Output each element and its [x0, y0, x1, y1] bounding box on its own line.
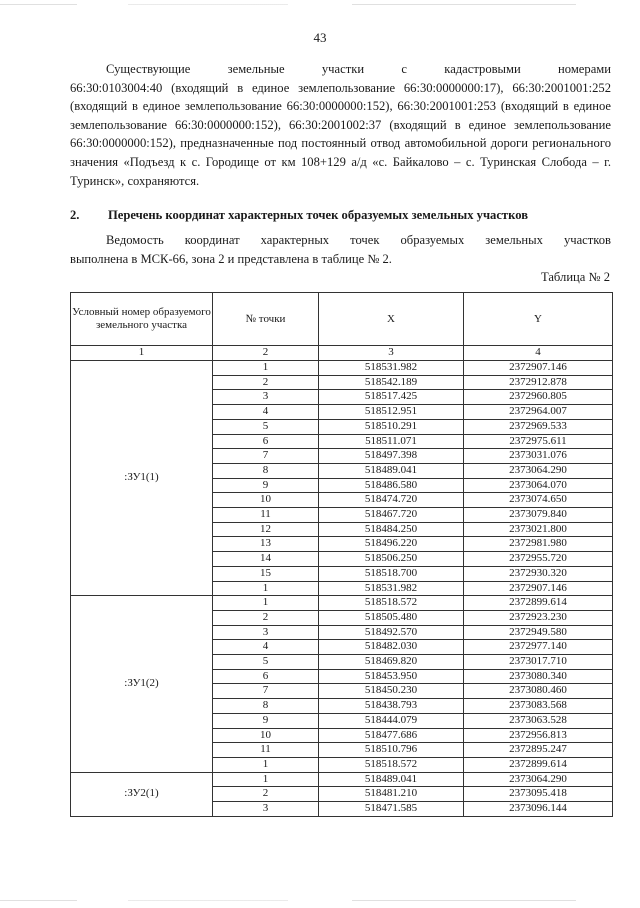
y-coordinate-cell: 2373080.340	[464, 669, 613, 684]
point-number-cell: 15	[213, 566, 319, 581]
x-coordinate-cell: 518517.425	[319, 390, 464, 405]
point-number-cell: 6	[213, 669, 319, 684]
page-number: 43	[313, 30, 327, 45]
point-number-cell: 1	[213, 596, 319, 611]
y-coordinate-cell: 2372956.813	[464, 728, 613, 743]
point-number-cell: 5	[213, 419, 319, 434]
table-body	[71, 361, 613, 817]
x-coordinate-cell: 518511.071	[319, 434, 464, 449]
y-coordinate-cell: 2372907.146	[464, 361, 613, 376]
x-coordinate-cell: 518471.585	[319, 802, 464, 817]
y-coordinate-cell: 2372930.320	[464, 566, 613, 581]
header-parcel: Условный номер образуемого земельного участка	[71, 293, 213, 346]
point-number-cell: 3	[213, 802, 319, 817]
x-coordinate-cell: 518484.250	[319, 522, 464, 537]
x-coordinate-cell: 518510.291	[319, 419, 464, 434]
table-row	[71, 772, 613, 787]
y-coordinate-cell: 2373079.840	[464, 508, 613, 523]
point-number-cell: 6	[213, 434, 319, 449]
y-coordinate-cell: 2373064.290	[464, 772, 613, 787]
x-coordinate-cell: 518477.686	[319, 728, 464, 743]
parcel-name-cell: :ЗУ2(1)	[71, 772, 213, 816]
y-coordinate-cell: 2372907.146	[464, 581, 613, 596]
section-paragraph	[70, 231, 611, 268]
column-number: 3	[319, 346, 464, 361]
x-coordinate-cell: 518467.720	[319, 508, 464, 523]
y-coordinate-cell: 2373063.528	[464, 713, 613, 728]
section-title: Перечень координат характерных точек образуемых земельных участков	[108, 208, 528, 222]
y-coordinate-cell: 2372912.878	[464, 375, 613, 390]
point-number-cell: 7	[213, 684, 319, 699]
scan-artifact-bottom	[0, 900, 640, 901]
x-coordinate-cell: 518506.250	[319, 552, 464, 567]
coordinates-table	[70, 292, 613, 817]
x-coordinate-cell: 518542.189	[319, 375, 464, 390]
point-number-cell: 3	[213, 390, 319, 405]
column-number: 4	[464, 346, 613, 361]
point-number-cell: 2	[213, 610, 319, 625]
point-number-cell: 4	[213, 405, 319, 420]
y-coordinate-cell: 2373017.710	[464, 655, 613, 670]
point-number-cell: 1	[213, 581, 319, 596]
x-coordinate-cell: 518438.793	[319, 699, 464, 714]
y-coordinate-cell: 2373031.076	[464, 449, 613, 464]
x-coordinate-cell: 518492.570	[319, 625, 464, 640]
y-coordinate-cell: 2373064.070	[464, 478, 613, 493]
x-coordinate-cell: 518481.210	[319, 787, 464, 802]
x-coordinate-cell: 518450.230	[319, 684, 464, 699]
table-row	[71, 596, 613, 611]
x-coordinate-cell: 518489.041	[319, 772, 464, 787]
point-number-cell: 9	[213, 478, 319, 493]
x-coordinate-cell: 518497.398	[319, 449, 464, 464]
x-coordinate-cell: 518531.982	[319, 361, 464, 376]
point-number-cell: 1	[213, 772, 319, 787]
x-coordinate-cell: 518453.950	[319, 669, 464, 684]
y-coordinate-cell: 2372949.580	[464, 625, 613, 640]
point-number-cell: 4	[213, 640, 319, 655]
column-number: 1	[71, 346, 213, 361]
y-coordinate-cell: 2373096.144	[464, 802, 613, 817]
x-coordinate-cell: 518489.041	[319, 463, 464, 478]
column-number: 2	[213, 346, 319, 361]
y-coordinate-cell: 2372899.614	[464, 757, 613, 772]
point-number-cell: 14	[213, 552, 319, 567]
intro-paragraph	[70, 60, 611, 190]
x-coordinate-cell: 518469.820	[319, 655, 464, 670]
section-number: 2.	[70, 208, 80, 222]
y-coordinate-cell: 2372981.980	[464, 537, 613, 552]
column-number-row	[71, 346, 613, 361]
x-coordinate-cell: 518531.982	[319, 581, 464, 596]
x-coordinate-cell: 518474.720	[319, 493, 464, 508]
section-body: выполнена в МСК-66, зона 2 и представлена в таблице № 2.	[70, 251, 392, 266]
point-number-cell: 1	[213, 757, 319, 772]
header-point: № точки	[213, 293, 319, 346]
point-number-cell: 2	[213, 375, 319, 390]
y-coordinate-cell: 2373074.650	[464, 493, 613, 508]
y-coordinate-cell: 2372960.805	[464, 390, 613, 405]
point-number-cell: 5	[213, 655, 319, 670]
x-coordinate-cell: 518518.572	[319, 596, 464, 611]
y-coordinate-cell: 2373095.418	[464, 787, 613, 802]
y-coordinate-cell: 2373064.290	[464, 463, 613, 478]
point-number-cell: 3	[213, 625, 319, 640]
x-coordinate-cell: 518510.796	[319, 743, 464, 758]
x-coordinate-cell: 518444.079	[319, 713, 464, 728]
y-coordinate-cell: 2372969.533	[464, 419, 613, 434]
y-coordinate-cell: 2372975.611	[464, 434, 613, 449]
intro-first-line: Существующие земельные участки с кадастровыми номерами	[106, 62, 611, 76]
x-coordinate-cell: 518518.572	[319, 757, 464, 772]
y-coordinate-cell: 2373080.460	[464, 684, 613, 699]
x-coordinate-cell: 518482.030	[319, 640, 464, 655]
point-number-cell: 10	[213, 493, 319, 508]
point-number-cell: 13	[213, 537, 319, 552]
point-number-cell: 11	[213, 743, 319, 758]
y-coordinate-cell: 2372923.230	[464, 610, 613, 625]
section-heading	[70, 206, 611, 224]
x-coordinate-cell: 518486.580	[319, 478, 464, 493]
point-number-cell: 1	[213, 361, 319, 376]
y-coordinate-cell: 2372899.614	[464, 596, 613, 611]
header-x: X	[319, 293, 464, 346]
parcel-name-cell: :ЗУ1(1)	[71, 361, 213, 596]
y-coordinate-cell: 2373083.568	[464, 699, 613, 714]
point-number-cell: 8	[213, 699, 319, 714]
x-coordinate-cell: 518505.480	[319, 610, 464, 625]
table-caption: Таблица № 2	[540, 270, 610, 284]
y-coordinate-cell: 2372955.720	[464, 552, 613, 567]
section-first-line: Ведомость координат характерных точек образуемых земельных участков	[106, 233, 611, 247]
table-header-row	[71, 293, 613, 346]
table-row	[71, 361, 613, 376]
x-coordinate-cell: 518518.700	[319, 566, 464, 581]
y-coordinate-cell: 2373021.800	[464, 522, 613, 537]
point-number-cell: 7	[213, 449, 319, 464]
header-y: Y	[464, 293, 613, 346]
point-number-cell: 2	[213, 787, 319, 802]
point-number-cell: 10	[213, 728, 319, 743]
y-coordinate-cell: 2372895.247	[464, 743, 613, 758]
y-coordinate-cell: 2372977.140	[464, 640, 613, 655]
scan-artifact-top	[0, 4, 640, 5]
point-number-cell: 8	[213, 463, 319, 478]
intro-body: 66:30:0103004:40 (входящий в единое землепользование 66:30:0000000:17), 66:30:2001001:252 (входящий в единое землепользование 66:30:0000000:152), 66:30:2001001:253 (входящий в единое землепользование 66:30:0000000:152), 66:30:2001002:37 (входящий в единое землепользование 66:30:0000000:152), предназначенные под постоянный отвод автомобильной дороги регионального значения «Подъезд к с. Городище от км 108+129 а/д «с. Байкалово – с. Туринская Слобода – г. Туринск», сохраняются.	[70, 80, 611, 188]
point-number-cell: 11	[213, 508, 319, 523]
x-coordinate-cell: 518512.951	[319, 405, 464, 420]
point-number-cell: 12	[213, 522, 319, 537]
x-coordinate-cell: 518496.220	[319, 537, 464, 552]
parcel-name-cell: :ЗУ1(2)	[71, 596, 213, 772]
point-number-cell: 9	[213, 713, 319, 728]
y-coordinate-cell: 2372964.007	[464, 405, 613, 420]
